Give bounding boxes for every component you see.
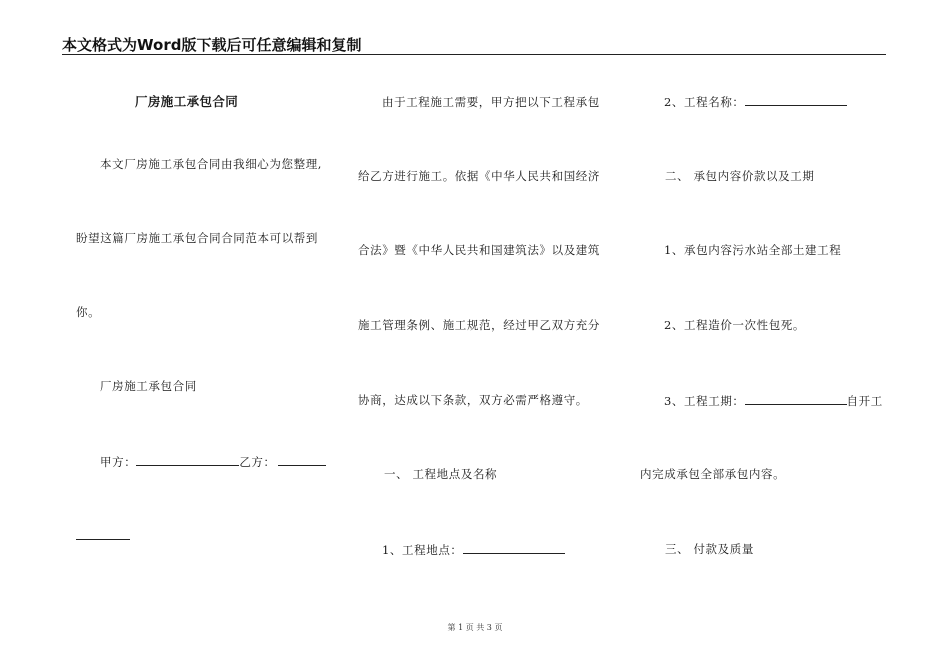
document-header-title: 本文格式为Word版下载后可任意编辑和复制 <box>62 36 362 54</box>
preamble-line-3: 合法》暨《中华人民共和国建筑法》以及建筑 <box>358 243 600 257</box>
party-b-blank-cont-line <box>76 528 130 543</box>
header-divider <box>62 54 886 55</box>
party-line <box>100 454 326 469</box>
preamble-line-4: 施工管理条例、施工规范，经过甲乙双方充分 <box>358 318 600 332</box>
preamble-line-2: 给乙方进行施工。依据《中华人民共和国经济 <box>358 169 600 183</box>
project-name-label: 2、工程名称： <box>664 95 745 109</box>
party-a-label: 甲方： <box>100 455 137 469</box>
item-project-duration <box>664 393 883 408</box>
preamble-line-1: 由于工程施工需要，甲方把以下工程承包 <box>382 95 600 109</box>
preamble-line-5: 协商，达成以下条款，双方必需严格遵守。 <box>358 393 588 407</box>
item-project-location <box>382 542 565 557</box>
party-b-label: 乙方： <box>239 455 276 469</box>
section-3-heading: 三、 付款及质量 <box>665 542 754 556</box>
contract-subtitle: 厂房施工承包合同 <box>100 379 197 393</box>
intro-line-1: 本文厂房施工承包合同由我细心为您整理, <box>100 157 323 171</box>
project-location-label: 1、工程地点： <box>382 543 463 557</box>
item-contract-price: 2、工程造价一次性包死。 <box>664 318 806 332</box>
project-duration-label: 3、工程工期： <box>664 394 745 408</box>
item-project-name <box>664 94 847 109</box>
project-location-blank <box>463 542 565 554</box>
section-2-heading: 二、 承包内容价款以及工期 <box>665 169 815 183</box>
item-contract-content: 1、承包内容污水站全部土建工程 <box>664 243 842 257</box>
intro-line-2: 盼望这篇厂房施工承包合同合同范本可以帮到 <box>76 231 318 245</box>
party-a-blank <box>136 454 239 466</box>
page-number: 第 1 页 共 3 页 <box>447 623 503 632</box>
section-1-heading: 一、 工程地点及名称 <box>384 467 498 481</box>
contract-title: 厂房施工承包合同 <box>135 94 239 109</box>
project-name-blank <box>745 94 847 106</box>
project-duration-suffix: 自开工 <box>846 394 883 408</box>
party-b-blank <box>278 454 326 466</box>
project-duration-continuation: 内完成承包全部承包内容。 <box>640 467 786 481</box>
party-b-blank-cont <box>76 528 130 540</box>
project-duration-blank <box>745 393 847 405</box>
intro-line-3: 你。 <box>76 305 101 319</box>
